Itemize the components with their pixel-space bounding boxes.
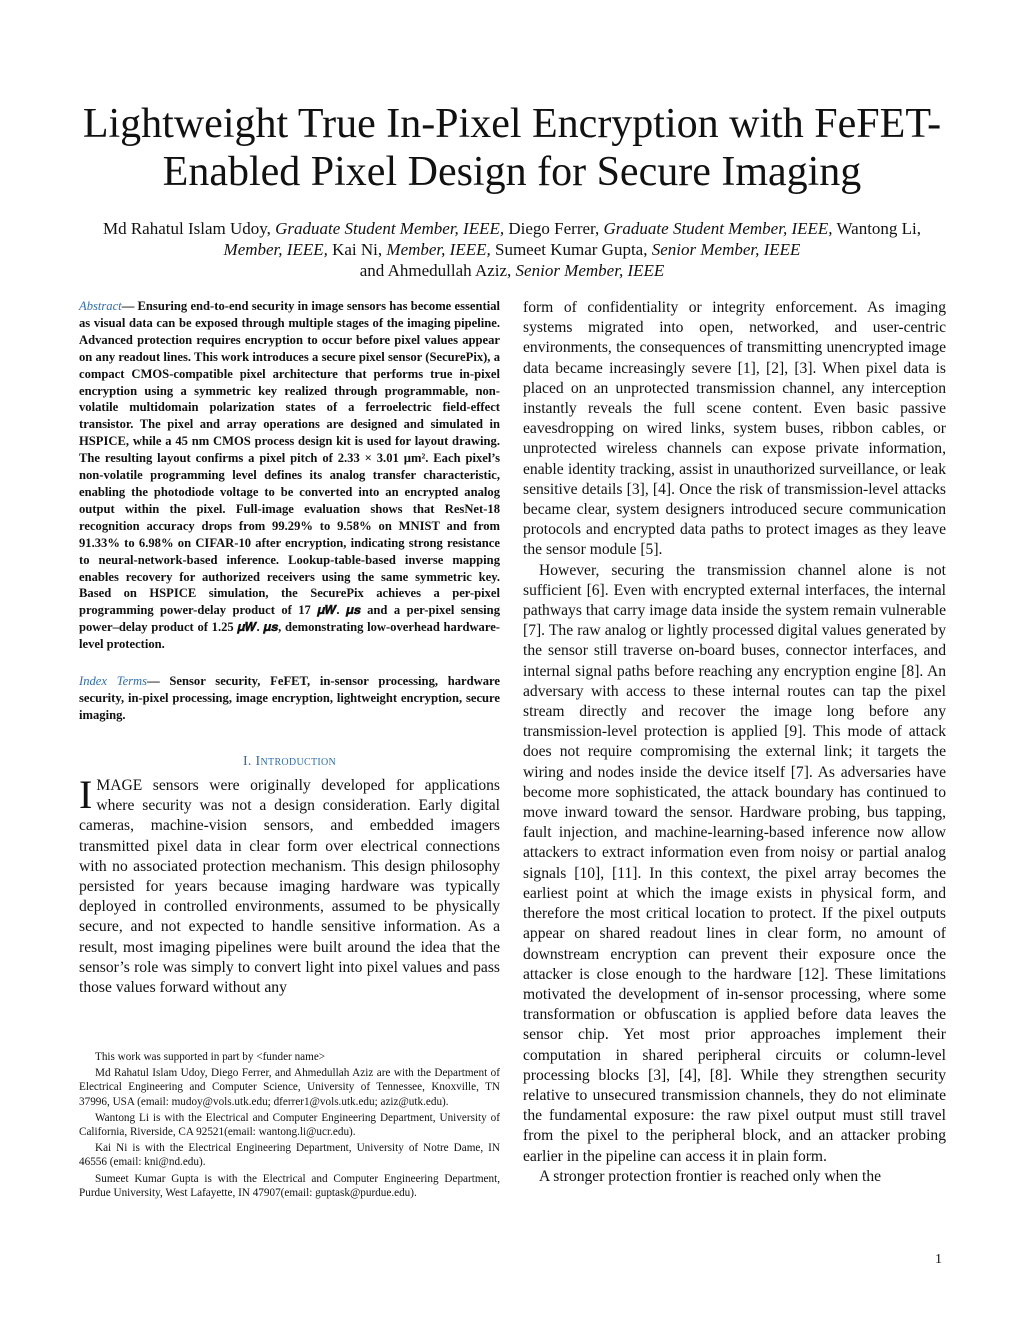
- abstract: [79, 298, 500, 653]
- index-terms: [79, 673, 500, 724]
- footnotes: [79, 1050, 500, 1202]
- footnote: Wantong Li is with the Electrical and Computer Engineering Department, University of California, Riverside, CA 92521(email: wantong.li@ucr.edu).: [79, 1111, 500, 1139]
- footnote: Sumeet Kumar Gupta is with the Electrical and Computer Engineering Department, Purdue University, West Lafayette, IN 47907(email: guptask@purdue.edu).: [79, 1172, 500, 1199]
- author-list: [80, 218, 944, 281]
- index-terms-label: Index Terms: [79, 674, 148, 689]
- abstract-label: Abstract: [79, 299, 122, 313]
- section-heading: [79, 754, 500, 770]
- footnote: This work was supported in part by <funder name>: [95, 1051, 326, 1063]
- author-role: Senior Member, IEEE: [651, 240, 801, 259]
- footnote: Kai Ni is with the Electrical Engineering Department, University of Notre Dame, IN 46556 (email: kni@nd.edu).: [79, 1142, 500, 1169]
- author-name: Wantong Li,: [832, 219, 922, 238]
- section-number: I.: [242, 754, 252, 770]
- intro-paragraph: [79, 772, 500, 998]
- left-column: [79, 298, 500, 998]
- body-paragraph: form of confidentiality or integrity enforcement. As imaging systems migrated into open, networked, and user-centric environments, the consequences of transmitting unencrypted image data became increasingly severe [1], [2], [3]. When pixel data is placed on an unprotected transmission channel, any interception instantly reveals the full scene content. Even basic passive eavesdropping on wired links, system buses, ribbon cables, or unprotected wireless channels can expose private information, enable identity tracking, assist in unauthorized surveillance, or leak sensitive details [3], [4]. Once the risk of transmission-level attacks became clear, system designers introduced secure communication protocols and encrypted data paths to protect images as they leave the sensor module [5].: [523, 299, 946, 559]
- intro-text: sensors were originally developed for applications where security was not a design consideration. Early digital cameras, machine-vision sensors, and embedded imagers transmitted pixel data in clear form over electrical connections with no associated protection mechanism. This design philosophy persisted for years because imaging hardware was typically deployed in controlled environments, assumed to be physically secure, and not expected to handle sensitive information. As a result, most imaging pipelines were built around the idea that the sensor’s role was simply to convert light into pixel values and pass those values forward without any: [79, 777, 500, 997]
- author-name: Sumeet Kumar Gupta,: [490, 240, 652, 259]
- author-role: Member, IEEE,: [386, 240, 491, 259]
- drop-cap: I: [79, 772, 93, 818]
- author-role: Graduate Student Member, IEEE,: [603, 219, 833, 238]
- body-paragraph: A stronger protection frontier is reached only when the: [539, 1167, 882, 1185]
- index-terms-text: — Sensor security, FeFET, in-sensor processing, hardware security, in-pixel processing, image encryption, lightweight encryption, secure imaging.: [79, 674, 500, 723]
- footnote: Md Rahatul Islam Udoy, Diego Ferrer, and Ahmedullah Aziz are with the Department of Electrical Engineering and Computer Science, University of Tennessee, Knoxville, TN 37996, USA (email: mudoy@vols.utk.edu; dferrer1@vols.utk.edu; aziz@utk.edu).: [79, 1067, 500, 1108]
- author-name: and Ahmedullah Aziz,: [359, 261, 516, 280]
- author-name: Kai Ni,: [327, 240, 387, 259]
- author-name: Diego Ferrer,: [504, 219, 604, 238]
- author-role: Graduate Student Member, IEEE,: [275, 219, 505, 238]
- author-role: Senior Member, IEEE: [515, 261, 665, 280]
- abstract-text: — Ensuring end-to-end security in image sensors has become essential as visual data can be exposed through multiple stages of the imaging pipeline. Advanced protection requires encryption to occur before pixel values appear on any readout lines. This work introduces a secure pixel sensor (SecurePix), a compact CMOS-compatible pixel architecture that performs true in-pixel encryption using a symmetric key realized through programmable, non-volatile multidomain polarization states of a ferroelectric field-effect transistor. The pixel and array operations are designed and simulated in HSPICE, while a 45 nm CMOS process design kit is used for layout drawing. The resulting layout confirms a pixel pitch of 2.33 × 3.01 µm². Each pixel’s non-volatile programming level defines its analog transfer characteristic, enabling the photodiode voltage to be converted into an encrypted analog output within the pixel. Full-image evaluation shows that ResNet-18 recognition accuracy drops from 99.29% to 9.58% on MNIST and from 91.33% to 6.98% on CIFAR-10 after encryption, indicating strong resistance to neural-network-based inference. Lookup-table-based inverse mapping enables recovery for authorized receivers using the same symmetric key. Based on HSPICE simulation, the SecurePix achieves a per-pixel programming power-delay product of 17 𝝁𝑾. 𝝁𝒔 and a per-pixel sensing power–delay product of 1.25 𝝁𝑾. 𝝁𝒔, demonstrating low-overhead hardware-level protection.: [79, 299, 500, 652]
- author-name: Md Rahatul Islam Udoy,: [102, 219, 276, 238]
- intro-smallcaps: MAGE: [96, 777, 143, 795]
- paper-title: Lightweight True In-Pixel Encryption with FeFET-Enabled Pixel Design for Secure Imaging: [82, 101, 942, 195]
- right-column: [523, 298, 946, 1187]
- body-paragraph: However, securing the transmission channel alone is not sufficient [6]. Even with encrypted external interfaces, the internal pathways that carry image data inside the system remain vulnerable [7]. The raw analog or lightly processed digital values generated by the sensor still traverse on-board buses, connector interfaces, and internal signal paths before reaching any encryption engine [8]. An adversary with access to these internal routes can tap the pixel stream directly and recover the image long before any transmission-level protection is applied [9]. This mode of attack does not require compromising the external link; it targets the wiring and nodes inside the device itself [7]. As adversaries have become more sophisticated, the attack boundary has continued to move inward toward the sensor. Hardware probing, bus tapping, fault injection, and machine-learning-based inference now allow attackers to extract information even from noisy or partial analog signals [10], [11]. In this context, the pixel array becomes the earliest point at which the image exists in physical form, and therefore the most critical location to protect. If the pixel outputs appear on shared readout lines in clear form, no amount of downstream encryption can prevent their exposure once the attacker is close enough to the hardware [12]. These limitations motivated the development of in-sensor processing, where some transformation or obfuscation is applied before data leaves the sensor chip. Yet most prior approaches implement their computation in shared peripheral circuits or column-level processing blocks [3], [4], [8]. While they strengthen security relative to unsecured transmission channels, they do not eliminate the fundamental exposure: the raw pixel output must still travel from the pixel to the peripheral block, and an attacker probing earlier in the pipeline can access it in plain form.: [523, 561, 946, 1165]
- author-role: Member, IEEE,: [223, 240, 328, 259]
- section-title: Introduction: [255, 754, 337, 770]
- page-number: 1: [935, 1252, 942, 1267]
